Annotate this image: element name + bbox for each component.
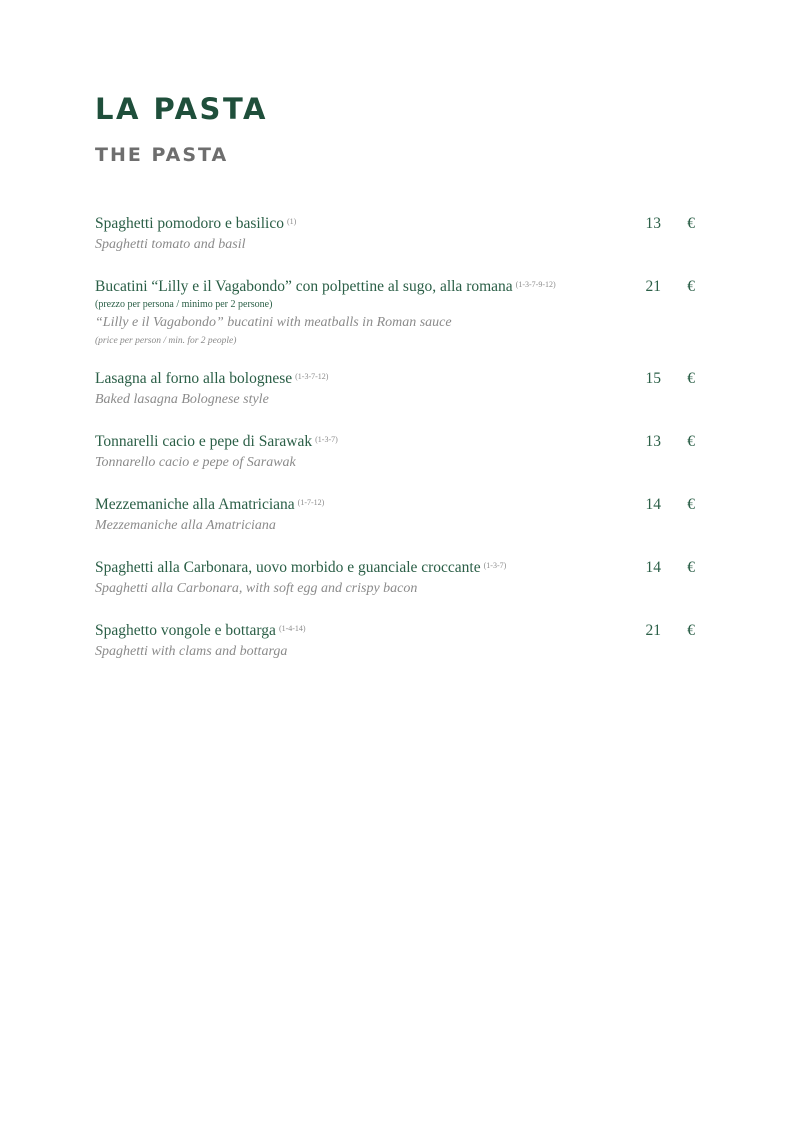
dish-price: 15 xyxy=(645,370,661,387)
allergen-codes: (1-7-12) xyxy=(297,498,325,507)
section-subtitle: THE PASTA xyxy=(95,144,229,166)
allergen-codes: (1-3-7) xyxy=(483,561,507,570)
dish-price: 13 xyxy=(645,433,661,450)
dish-name: Spaghetti pomodoro e basilico xyxy=(95,215,284,232)
menu-item xyxy=(95,369,705,411)
dish-name: Spaghetto vongole e bottarga xyxy=(95,622,276,639)
dish-price: 13 xyxy=(645,215,661,232)
menu-item xyxy=(95,277,705,349)
dish-translation: Spaghetti alla Carbonara, with soft egg and crispy bacon xyxy=(95,581,418,596)
section-title: LA PASTA xyxy=(95,92,268,126)
dish-note-italian: (prezzo per persona / minimo per 2 persone) xyxy=(95,299,273,310)
dish-translation: Mezzemaniche alla Amatriciana xyxy=(95,518,276,533)
dish-price: 14 xyxy=(645,496,661,513)
allergen-codes: (1) xyxy=(286,217,297,226)
dish-translation: “Lilly e il Vagabondo” bucatini with meatballs in Roman sauce xyxy=(95,315,452,330)
dish-price: 21 xyxy=(645,278,661,295)
currency-symbol: € xyxy=(687,559,695,576)
currency-symbol: € xyxy=(687,370,695,387)
allergen-codes: (1-4-14) xyxy=(278,624,306,633)
dish-translation: Spaghetti with clams and bottarga xyxy=(95,644,288,659)
currency-symbol: € xyxy=(687,433,695,450)
dish-translation: Baked lasagna Bolognese style xyxy=(95,392,269,407)
allergen-codes: (1-3-7-12) xyxy=(295,372,329,381)
menu-item xyxy=(95,432,705,474)
dish-name: Mezzemaniche alla Amatriciana xyxy=(95,496,295,513)
currency-symbol: € xyxy=(687,215,695,232)
dish-name: Tonnarelli cacio e pepe di Sarawak xyxy=(95,433,313,450)
dish-price: 21 xyxy=(645,622,661,639)
dish-price: 14 xyxy=(645,559,661,576)
allergen-codes: (1-3-7) xyxy=(315,435,338,444)
dish-name: Lasagna al forno alla bolognese xyxy=(95,370,293,387)
dish-name: Bucatini “Lilly e il Vagabondo” con polpettine al sugo, alla romana xyxy=(95,278,513,295)
currency-symbol: € xyxy=(687,278,695,295)
menu-item xyxy=(95,621,705,663)
dish-note-english: (price per person / min. for 2 people) xyxy=(95,336,237,346)
menu-item xyxy=(95,495,705,537)
menu-item xyxy=(95,214,705,256)
dish-translation: Spaghetti tomato and basil xyxy=(95,237,246,252)
dish-translation: Tonnarello cacio e pepe of Sarawak xyxy=(95,455,296,470)
allergen-codes: (1-3-7-9-12) xyxy=(515,280,556,289)
pasta-menu-list xyxy=(95,214,705,684)
menu-item xyxy=(95,558,705,600)
dish-name: Spaghetti alla Carbonara, uovo morbido e guanciale croccante xyxy=(95,559,481,576)
currency-symbol: € xyxy=(687,622,695,639)
currency-symbol: € xyxy=(687,496,695,513)
